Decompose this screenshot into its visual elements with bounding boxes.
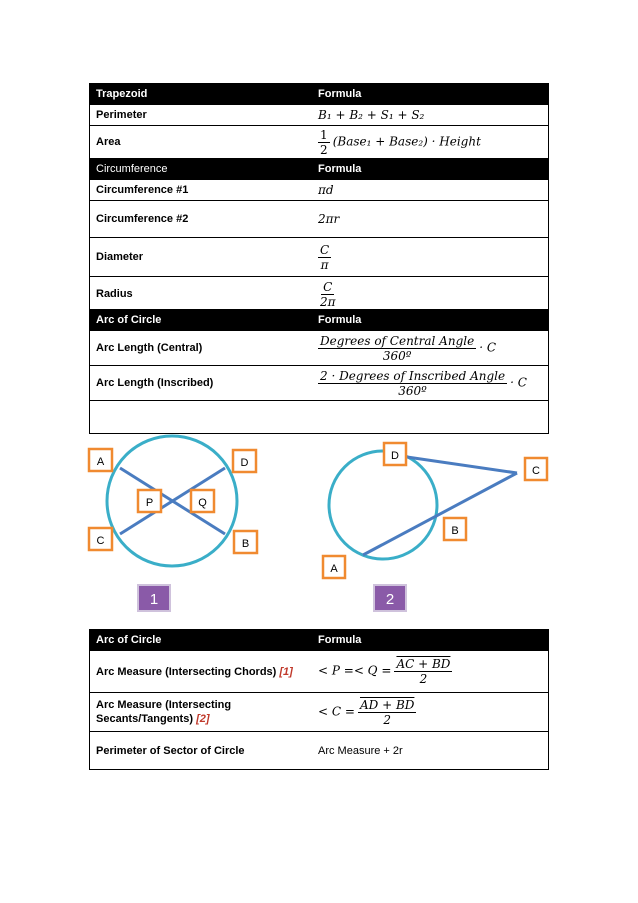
- table-row: [90, 200, 548, 237]
- label-d2: D: [391, 450, 399, 462]
- frac-numerator: AC + BD: [396, 657, 451, 671]
- formula-text: (Base₁ + Base₂) · Height: [332, 133, 481, 148]
- table-row-empty: [90, 400, 548, 433]
- arc-measure-table: [89, 629, 549, 770]
- label-box-b2: [444, 518, 466, 540]
- frac-numerator: 2 · Degrees of Inscribed Angle: [320, 368, 506, 383]
- header-col1: Trapezoid: [96, 88, 148, 100]
- arc-table: [89, 309, 549, 434]
- label-box-c2: [525, 458, 547, 480]
- row-ref: [2]: [196, 713, 210, 725]
- label-box-c: [89, 528, 112, 550]
- label-c: C: [96, 535, 105, 547]
- row-formula: [310, 128, 548, 157]
- label-a2: A: [330, 563, 338, 575]
- table-row: [90, 650, 548, 692]
- row-label: Arc Length (Central): [96, 342, 203, 354]
- label-a: A: [96, 456, 105, 468]
- table-header: [90, 630, 548, 650]
- table-row: [90, 365, 548, 400]
- label-box-p: [138, 490, 161, 512]
- label-c2: C: [532, 465, 540, 477]
- table-row: [90, 330, 548, 365]
- table-header: [90, 159, 548, 179]
- frac-numerator: Degrees of Central Angle: [320, 333, 475, 348]
- table-row: [90, 104, 548, 125]
- secant-ac: [363, 473, 517, 555]
- row-label-line1: Arc Measure (Intersecting: [96, 699, 232, 711]
- header-col2: Formula: [318, 163, 362, 175]
- table-row: [90, 125, 548, 158]
- row-label: Diameter: [96, 251, 144, 263]
- badge-1-label: 1: [149, 591, 159, 608]
- table-row: [90, 179, 548, 200]
- label-box-a2: [323, 556, 345, 578]
- row-label: Area: [96, 136, 121, 148]
- label-q: Q: [198, 497, 207, 509]
- row-label: Radius: [96, 288, 133, 300]
- header-col1: Arc of Circle: [96, 314, 162, 326]
- header-col2: Formula: [318, 314, 362, 326]
- frac-numerator: AD + BD: [359, 697, 415, 712]
- frac-denominator: 360º: [398, 383, 427, 398]
- row-label: Circumference #2: [96, 213, 189, 225]
- badge-2: [374, 585, 406, 611]
- frac-denominator: 2π: [320, 294, 336, 309]
- table-row: [90, 237, 548, 276]
- label-box-d2: [384, 443, 406, 465]
- label-d: D: [240, 457, 249, 469]
- label-box-d: [233, 450, 256, 472]
- header-col2: Formula: [318, 634, 362, 646]
- header-col2: Formula: [318, 88, 362, 100]
- table-row: [90, 731, 548, 769]
- circumference-table: [89, 158, 549, 312]
- header-col1: Circumference: [96, 163, 168, 175]
- row-formula: [310, 657, 548, 686]
- formula-lhs: < P =< Q =: [318, 663, 392, 678]
- frac-numerator: C: [320, 242, 330, 257]
- row-formula: B₁ + B₂ + S₁ + S₂: [318, 108, 425, 122]
- badge-1: [138, 585, 170, 611]
- label-p: P: [145, 497, 154, 509]
- row-formula: [310, 698, 548, 727]
- row-label-line2: Secants/Tangents): [96, 713, 193, 725]
- row-formula: πd: [318, 183, 334, 197]
- header-col1: Arc of Circle: [96, 634, 162, 646]
- row-formula: [310, 369, 548, 398]
- row-formula: Arc Measure + 2r: [318, 744, 403, 757]
- row-label: Perimeter: [96, 109, 147, 121]
- row-label: [90, 666, 310, 678]
- label-b: B: [241, 538, 250, 550]
- frac-numerator: 1: [320, 127, 328, 142]
- frac-denominator: 360º: [382, 348, 412, 363]
- formula-suffix: · C: [510, 374, 527, 389]
- row-label-text: Arc Measure (Intersecting Chords): [96, 665, 277, 678]
- trapezoid-table: [89, 83, 549, 159]
- formula-lhs: < C =: [318, 703, 355, 718]
- row-label: Perimeter of Sector of Circle: [96, 744, 245, 757]
- frac-denominator: 2: [419, 672, 428, 686]
- frac-denominator: π: [320, 257, 329, 272]
- arc-diagrams: [0, 430, 638, 620]
- badge-2-label: 2: [385, 591, 395, 608]
- row-formula: 2πr: [318, 212, 340, 226]
- table-row: [90, 692, 548, 731]
- label-b2: B: [451, 525, 459, 537]
- frac-denominator: 2: [383, 712, 392, 727]
- row-formula: [310, 243, 548, 272]
- row-label: Arc Length (Inscribed): [96, 377, 214, 389]
- row-formula: [310, 280, 548, 309]
- label-box-b: [234, 531, 257, 553]
- row-label: [90, 698, 310, 726]
- frac-numerator: C: [323, 279, 333, 294]
- row-formula: [310, 334, 548, 363]
- table-header: [90, 84, 548, 104]
- table-row: [90, 276, 548, 311]
- row-ref: [1]: [279, 665, 293, 678]
- row-label: Circumference #1: [96, 184, 189, 196]
- label-box-a: [89, 449, 112, 471]
- label-box-q: [191, 490, 214, 512]
- table-header: [90, 310, 548, 330]
- frac-denominator: 2: [320, 142, 328, 157]
- formula-suffix: · C: [479, 339, 497, 354]
